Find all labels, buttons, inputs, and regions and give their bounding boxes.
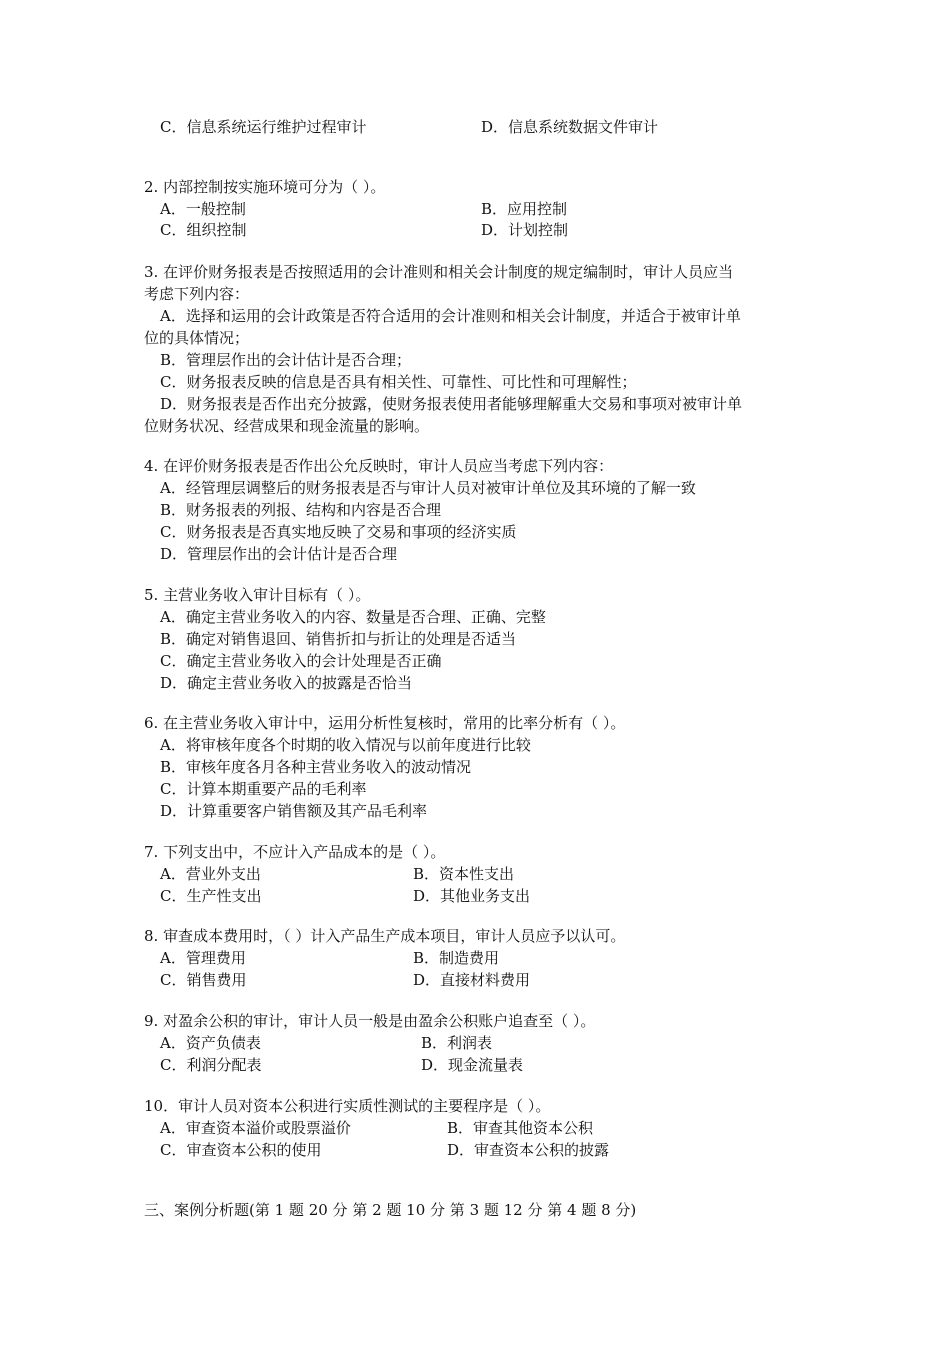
q3-option-d-line1: D．财务报表是否作出充分披露，使财务报表使用者能够理解重大交易和事项对被审计单 — [160, 395, 743, 413]
q5-option-b: B．确定对销售退回、销售折扣与折让的处理是否适当 — [160, 630, 517, 648]
q6-option-b: B．审核年度各月各种主营业务收入的波动情况 — [160, 758, 472, 776]
q6-option-a: A．将审核年度各个时期的收入情况与以前年度进行比较 — [160, 736, 531, 754]
q5-option-a: A．确定主营业务收入的内容、数量是否合理、正确、完整 — [160, 608, 546, 626]
q4-option-c: C．财务报表是否真实地反映了交易和事项的经济实质 — [160, 523, 517, 541]
q3-option-d-line2: 位财务状况、经营成果和现金流量的影响。 — [144, 417, 430, 435]
q8-option-a: A．管理费用 — [160, 949, 246, 967]
q5-option-d: D．确定主营业务收入的披露是否恰当 — [160, 674, 413, 692]
q3-option-a-line2: 位的具体情况； — [144, 329, 250, 347]
q1-option-d: D．信息系统数据文件审计 — [481, 118, 659, 136]
q9-option-c: C．利润分配表 — [160, 1056, 262, 1074]
q10-option-c: C．审查资本公积的使用 — [160, 1141, 322, 1159]
q8-option-c: C．销售费用 — [160, 971, 247, 989]
q9-stem: 9. 对盈余公积的审计，审计人员一般是由盈余公积账户追查至（ ）。 — [144, 1012, 596, 1030]
q7-option-a: A．营业外支出 — [160, 865, 261, 883]
q8-stem: 8. 审查成本费用时，（ ）计入产品生产成本项目，审计人员应予以认可。 — [144, 927, 626, 945]
q10-option-d: D．审查资本公积的披露 — [447, 1141, 610, 1159]
q8-option-d: D．直接材料费用 — [413, 971, 531, 989]
q5-option-c: C．确定主营业务收入的会计处理是否正确 — [160, 652, 442, 670]
q7-option-d: D．其他业务支出 — [413, 887, 531, 905]
q3-option-a-line1: A．选择和运用的会计政策是否符合适用的会计准则和相关会计制度，并适合于被审计单 — [160, 307, 741, 325]
q2-option-d: D．计划控制 — [481, 221, 569, 239]
q9-option-d: D．现金流量表 — [421, 1056, 524, 1074]
q3-option-c: C．财务报表反映的信息是否具有相关性、可靠性、可比性和可理解性； — [160, 373, 637, 391]
q2-option-b: B．应用控制 — [481, 200, 568, 218]
q9-option-a: A．资产负债表 — [160, 1034, 261, 1052]
q7-option-c: C．生产性支出 — [160, 887, 262, 905]
q2-option-c: C．组织控制 — [160, 221, 247, 239]
q8-option-b: B．制造费用 — [413, 949, 500, 967]
q4-stem: 4. 在评价财务报表是否作出公允反映时，审计人员应当考虑下列内容： — [144, 457, 614, 475]
q5-stem: 5. 主营业务收入审计目标有（ ）。 — [144, 586, 371, 604]
q2-option-a: A．一般控制 — [160, 200, 246, 218]
q4-option-a: A．经管理层调整后的财务报表是否与审计人员对被审计单位及其环境的了解一致 — [160, 479, 696, 497]
q2-stem: 2. 内部控制按实施环境可分为（ ）。 — [144, 178, 386, 196]
q1-option-c: C．信息系统运行维护过程审计 — [160, 118, 367, 136]
q7-option-b: B．资本性支出 — [413, 865, 515, 883]
q4-option-b: B．财务报表的列报、结构和内容是否合理 — [160, 501, 442, 519]
section3-heading: 三、案例分析题(第 1 题 20 分 第 2 题 10 分 第 3 题 12 分 第 4 题 8 分) — [144, 1201, 637, 1219]
q3-option-b: B．管理层作出的会计估计是否合理； — [160, 351, 412, 369]
q9-option-b: B．利润表 — [421, 1034, 493, 1052]
q10-stem: 10．审计人员对资本公积进行实质性测试的主要程序是（ ）。 — [144, 1097, 551, 1115]
q6-stem: 6. 在主营业务收入审计中，运用分析性复核时，常用的比率分析有（ ）。 — [144, 714, 626, 732]
q7-stem: 7. 下列支出中，不应计入产品成本的是（ ）。 — [144, 843, 446, 861]
q10-option-a: A．审查资本溢价或股票溢价 — [160, 1119, 351, 1137]
q3-stem-line1: 3. 在评价财务报表是否按照适用的会计准则和相关会计制度的规定编制时，审计人员应当 — [144, 263, 734, 281]
q10-option-b: B．审查其他资本公积 — [447, 1119, 594, 1137]
q3-stem-line2: 考虑下列内容： — [144, 285, 250, 303]
q6-option-c: C．计算本期重要产品的毛利率 — [160, 780, 367, 798]
q4-option-d: D．管理层作出的会计估计是否合理 — [160, 545, 398, 563]
q6-option-d: D．计算重要客户销售额及其产品毛利率 — [160, 802, 428, 820]
